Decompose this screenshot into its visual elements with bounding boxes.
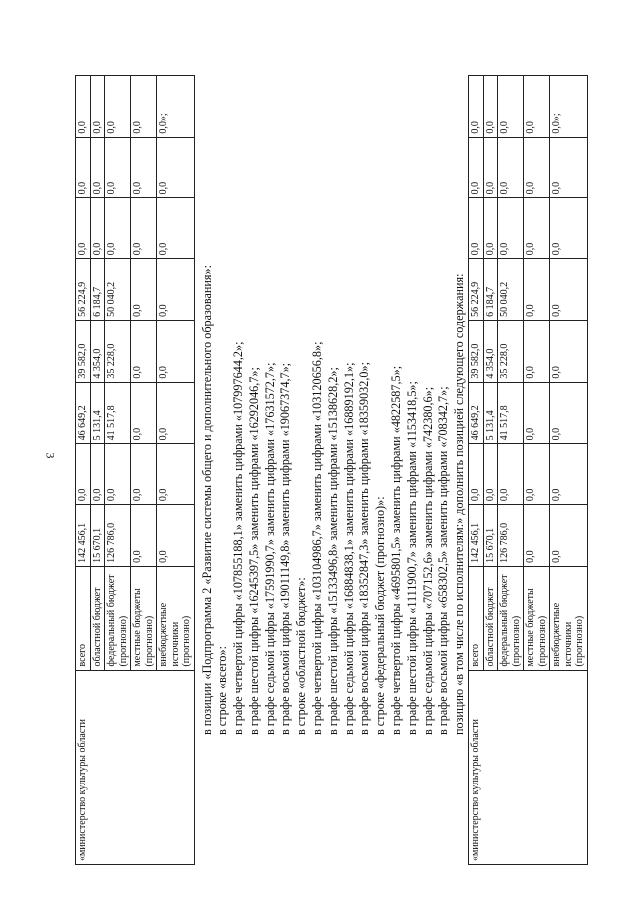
value-cell: 0,0 (524, 259, 550, 321)
value-cell: 0,0 (550, 137, 588, 198)
value-cell: 126 786,0 (498, 505, 524, 567)
value-cell: 0,0 (469, 137, 484, 198)
value-cell: 39 582,0 (76, 320, 91, 382)
text-line: в графе шестой цифры «16245397,5» заменить цифрами «16292046,7»; (246, 367, 261, 735)
text-line: в строке «всего»: (215, 646, 230, 735)
value-cell: 0,0 (105, 137, 131, 198)
value-cell: 0,0 (524, 505, 550, 567)
value-cell: 0,0 (498, 137, 524, 198)
value-cell: 0,0 (76, 198, 91, 259)
executor-cell: «министерство культуры области (76, 670, 195, 864)
table-row (76, 76, 91, 865)
text-line: в графе седьмой цифры «707152,6» заменить цифрами «742380,6»; (420, 386, 435, 735)
executor-cell: «министерство культуры области (469, 670, 588, 864)
amendment-text (200, 75, 469, 865)
rotated-page-content (75, 75, 586, 865)
value-cell: 0,0 (131, 259, 157, 321)
value-cell: 0,0 (76, 444, 91, 505)
value-cell: 0,0 (550, 505, 588, 567)
value-cell: 15 670,1 (90, 505, 105, 567)
value-cell: 0,0 (76, 76, 91, 138)
funding-source-cell: внебюджетные источники (прогнозно) (550, 566, 588, 670)
value-cell: 0,0 (157, 137, 195, 198)
value-cell: 0,0 (469, 444, 484, 505)
text-line: в графе седьмой цифры «17591990,7» заменить цифрами «17631572,7»; (262, 362, 277, 735)
text-line: в строке «областной бюджет»: (294, 577, 309, 735)
text-line: в графе восьмой цифры «658302,5» заменить цифрами «708342,7»; (436, 386, 451, 735)
value-cell: 0,0 (157, 320, 195, 382)
value-cell: 0,0 (131, 382, 157, 444)
value-cell: 6 184,7 (483, 259, 498, 321)
value-cell: 0,0 (90, 137, 105, 198)
value-cell: 46 649,2 (469, 382, 484, 444)
value-cell: 5 131,4 (90, 382, 105, 444)
text-line: в графе четвертой цифры «4695801,5» заменить цифрами «4822587,5»; (389, 365, 404, 735)
text-line: в графе шестой цифры «15133496,8» заменить цифрами «15138628,2»; (325, 367, 340, 735)
value-cell: 15 670,1 (483, 505, 498, 567)
text-line: в строке «федеральный бюджет (прогнозно)»: (373, 496, 388, 735)
text-line: в графе четвертой цифры «103104986,7» заменить цифрами «103120656,8»; (310, 341, 325, 735)
value-cell: 0,0 (131, 198, 157, 259)
value-cell: 0,0 (524, 444, 550, 505)
value-cell: 0,0 (524, 76, 550, 138)
value-cell: 142 456,1 (469, 505, 484, 567)
value-cell: 0,0 (131, 76, 157, 138)
value-cell: 6 184,7 (90, 259, 105, 321)
value-cell: 0,0 (105, 444, 131, 505)
value-cell: 56 224,9 (469, 259, 484, 321)
value-cell: 0,0»; (550, 76, 588, 138)
value-cell: 0,0 (524, 382, 550, 444)
text-line: позицию «в том числе по исполнителям:» дополнить позицией следующего содержания: (452, 273, 467, 735)
value-cell: 0,0 (157, 259, 195, 321)
value-cell: 0,0 (105, 76, 131, 138)
value-cell: 0,0 (483, 198, 498, 259)
funding-source-cell: местные бюджеты (прогнозно) (131, 566, 157, 670)
table-row (469, 76, 484, 865)
value-cell: 50 040,2 (105, 259, 131, 321)
value-cell: 41 517,8 (105, 382, 131, 444)
value-cell: 35 228,0 (498, 320, 524, 382)
text-line: в графе четвертой цифры «107855188,1» заменить цифрами «107997644,2»; (231, 341, 246, 735)
value-cell: 0,0 (157, 198, 195, 259)
value-cell: 0,0 (157, 505, 195, 567)
value-cell: 0,0 (483, 137, 498, 198)
value-cell: 0,0 (550, 198, 588, 259)
value-cell: 0,0 (469, 76, 484, 138)
value-cell: 0,0 (131, 320, 157, 382)
funding-source-cell: местные бюджеты (прогнозно) (524, 566, 550, 670)
value-cell: 0,0 (483, 76, 498, 138)
value-cell: 126 786,0 (105, 505, 131, 567)
funding-source-cell: внебюджетные источники (прогнозно) (157, 566, 195, 670)
value-cell: 0,0 (550, 259, 588, 321)
page-number: 3 (43, 452, 58, 459)
funding-source-cell: всего (469, 566, 484, 670)
value-cell: 142 456,1 (76, 505, 91, 567)
value-cell: 35 228,0 (105, 320, 131, 382)
funding-source-cell: федеральный бюджет (прогнозно) (105, 566, 131, 670)
value-cell: 0,0 (498, 444, 524, 505)
value-cell: 39 582,0 (469, 320, 484, 382)
value-cell: 4 354,0 (90, 320, 105, 382)
value-cell: 0,0 (550, 320, 588, 382)
value-cell: 0,0»; (157, 76, 195, 138)
funding-source-cell: федеральный бюджет (прогнозно) (498, 566, 524, 670)
value-cell: 0,0 (550, 444, 588, 505)
value-cell: 0,0 (90, 198, 105, 259)
text-line: в позиции «Подпрограмма 2 «Развитие системы общего и дополнительного образования»: (199, 264, 214, 735)
value-cell: 0,0 (469, 198, 484, 259)
value-cell: 5 131,4 (483, 382, 498, 444)
budget-table-2 (468, 75, 588, 865)
value-cell: 0,0 (524, 137, 550, 198)
text-line: в графе седьмой цифры «16884838,1» заменить цифрами «16889192,1»; (341, 362, 356, 735)
value-cell: 56 224,9 (76, 259, 91, 321)
value-cell: 46 649,2 (76, 382, 91, 444)
value-cell: 0,0 (483, 444, 498, 505)
value-cell: 0,0 (550, 382, 588, 444)
text-line: в графе шестой цифры «1111900,7» заменить цифрами «1153418,5»; (404, 381, 419, 735)
value-cell: 0,0 (157, 444, 195, 505)
value-cell: 0,0 (498, 76, 524, 138)
value-cell: 41 517,8 (498, 382, 524, 444)
value-cell: 4 354,0 (483, 320, 498, 382)
value-cell: 0,0 (524, 198, 550, 259)
text-line: в графе восьмой цифры «18352847,3» заменить цифрами «18359032,0»; (357, 362, 372, 735)
value-cell: 0,0 (105, 198, 131, 259)
value-cell: 0,0 (131, 505, 157, 567)
funding-source-cell: всего (76, 566, 91, 670)
value-cell: 0,0 (524, 320, 550, 382)
value-cell: 0,0 (131, 137, 157, 198)
funding-source-cell: областной бюджет (483, 566, 498, 670)
value-cell: 0,0 (76, 137, 91, 198)
value-cell: 0,0 (90, 76, 105, 138)
value-cell: 50 040,2 (498, 259, 524, 321)
value-cell: 0,0 (131, 444, 157, 505)
funding-source-cell: областной бюджет (90, 566, 105, 670)
value-cell: 0,0 (157, 382, 195, 444)
budget-table-1 (75, 75, 195, 865)
value-cell: 0,0 (90, 444, 105, 505)
value-cell: 0,0 (498, 198, 524, 259)
text-line: в графе восьмой цифры «19011149,8» заменить цифрами «19067374,7»; (278, 362, 293, 735)
